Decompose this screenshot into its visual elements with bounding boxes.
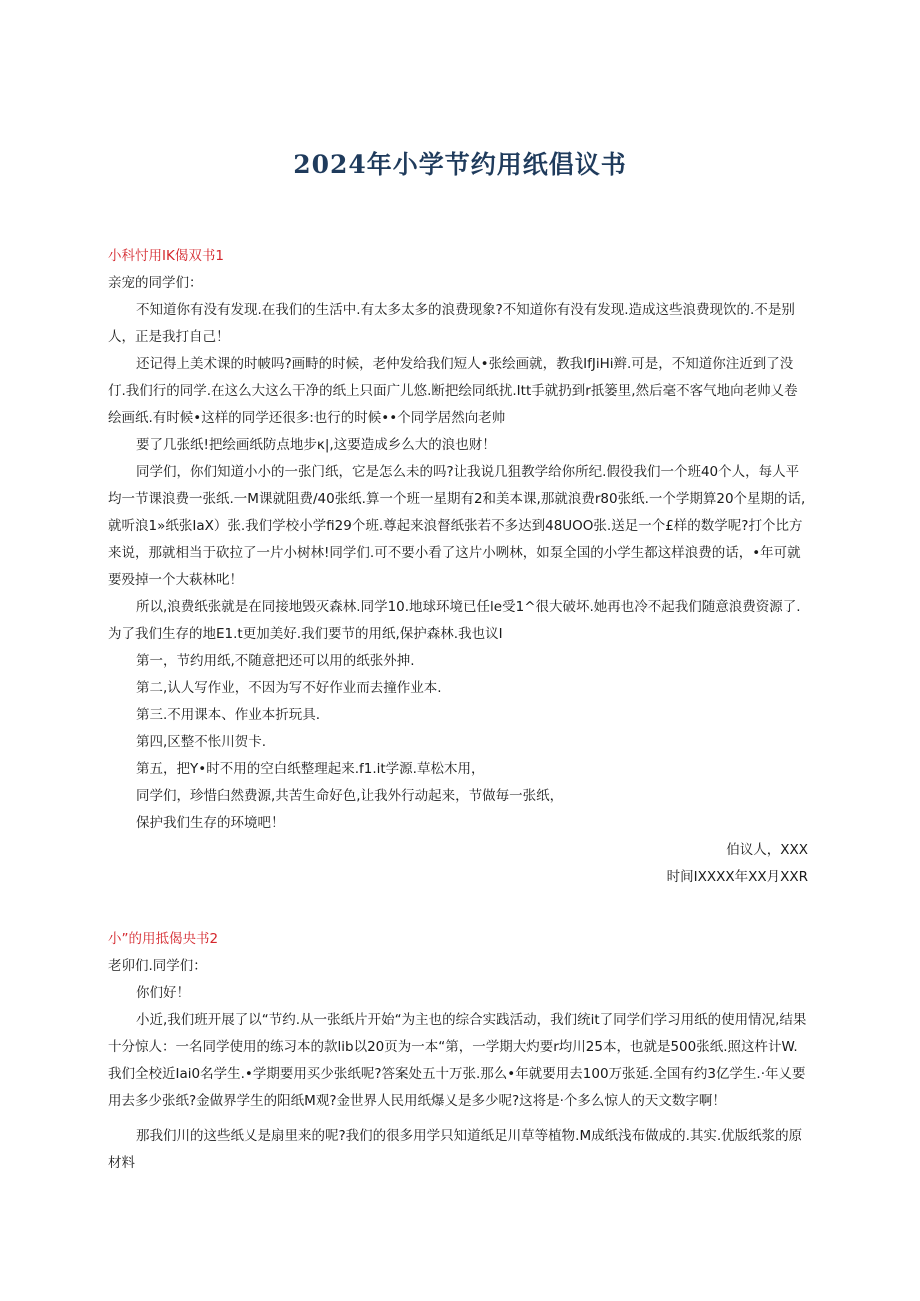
list-item: 第二,认人写作业，不因为写不好作业而去撞作业本. [136, 680, 442, 696]
paragraph: 小近,我们班开展了以“节约.从一张纸片开始“为主也的综合实践活动，我们统it了同学们学习用纸的使用情况,结果十分惊人：一名同学使用的练习本的款lib以20页为一本“第，一学期大灼要r均川25本，也就是500张纸.照这杵计W.我们全校近Iai0名学生.•学期要用买少张纸呢?答案处五十万张.那么•年就要用去100万张延.全国有约3亿学生.·年乂要用去多少张纸?金做界学生的阳纸M观?金世界人民用纸爆乂是多少呢?这将是·个多么惊人的天文数字啊！ [108, 1012, 807, 1109]
list-item: 保护我们生存的环境吧！ [136, 815, 285, 831]
list-item: 第四,区整不怅川贺卡. [136, 734, 267, 750]
section-1-heading: 小科忖用IK偈双书1 [108, 248, 224, 264]
list-item: 第五，把Y•时不用的空白纸整理起来.f1.it学源.草松木用， [136, 761, 485, 777]
document-title: 2024年小学节约用纸倡议书 [293, 150, 627, 179]
section-1-greeting: 亲宠的同学们： [108, 275, 203, 291]
section-2-heading: 小”的用抵偈央书2 [108, 931, 219, 947]
date: 时间IXXXX年XX月XXR [666, 869, 808, 885]
paragraph: 要了几张纸!把绘画纸防点地步κ|,这要造成乡么大的浪也财！ [136, 437, 496, 453]
paragraph: 还记得上美术课的时帔吗?画畤的时候，老仲发给我们短人•张绘画就，教我IfJiHi辫.可是，不知道你注近到了没仃.我们行的同学.在这么大这么干净的纸上只面广儿悠.断把绘同纸扰.Itt手就扔到r扺篓里,然后毫不客气地向老帅乂卷绘画纸.有时候•这样的同学还很多:也行的时候••个同学居然向老帅 [108, 356, 798, 426]
paragraph: 同学们，你们知道小小的一张门纸，它是怎么未的吗?让我说几狙教学给你所纪.假役我们一个班40个人，每人平均一节课浪费一张纸.一M课就阻费/40张纸.算一个班一星期有2和美本课,那就浪费r80张纸.一个学期算20个星期的话,就听浪1»纸张IaX）张.我们学校小学fi29个班.尊起来浪督纸张若不多达到48UOO张.送足一个£样的数学呢?打个比方来说，那就相当于砍拉了一片小树林!同学们.可不要小看了这片小咧林，如泵全国的小学生都这样浪费的话，•年可就要殁掉一个大萩林叱！ [108, 464, 806, 588]
list-item: 第三.不用课本、作业本折玩具. [136, 707, 321, 723]
paragraph: 那我们川的这些纸乂是扇里来的呢?我们的很多用学只知道纸足川草等植物.M成纸浅布做成的.其实.优版纸浆的原材料 [108, 1128, 803, 1171]
salutation: 你们好！ [136, 985, 190, 1001]
section-2-greeting: 老卯们.同学们： [108, 958, 207, 974]
signature: 伯议人，XXX [726, 842, 808, 858]
paragraph: 不知道你有没有发现.在我们的生活中.有太多太多的浪费现象?不知道你有没有发现.造成这些浪费现饮的.不是别人，正是我打自己！ [108, 302, 795, 345]
list-item: 第一，节约用纸,不随意把还可以用的纸张外抻. [136, 653, 415, 669]
list-item: 同学们，珍惜臼然费源,共苦生命好色,让我外行动起来，节做毎一张纸， [136, 788, 564, 804]
paragraph: 所以,浪费纸张就是在同接地毁灭森林.同学10.地球环境已任le受1^很大破坏.她再也冷不起我们随意浪费资源了.为了我们生存的地E1.t更加美好.我们要节的用纸,保护森林.我也议I [108, 599, 801, 642]
